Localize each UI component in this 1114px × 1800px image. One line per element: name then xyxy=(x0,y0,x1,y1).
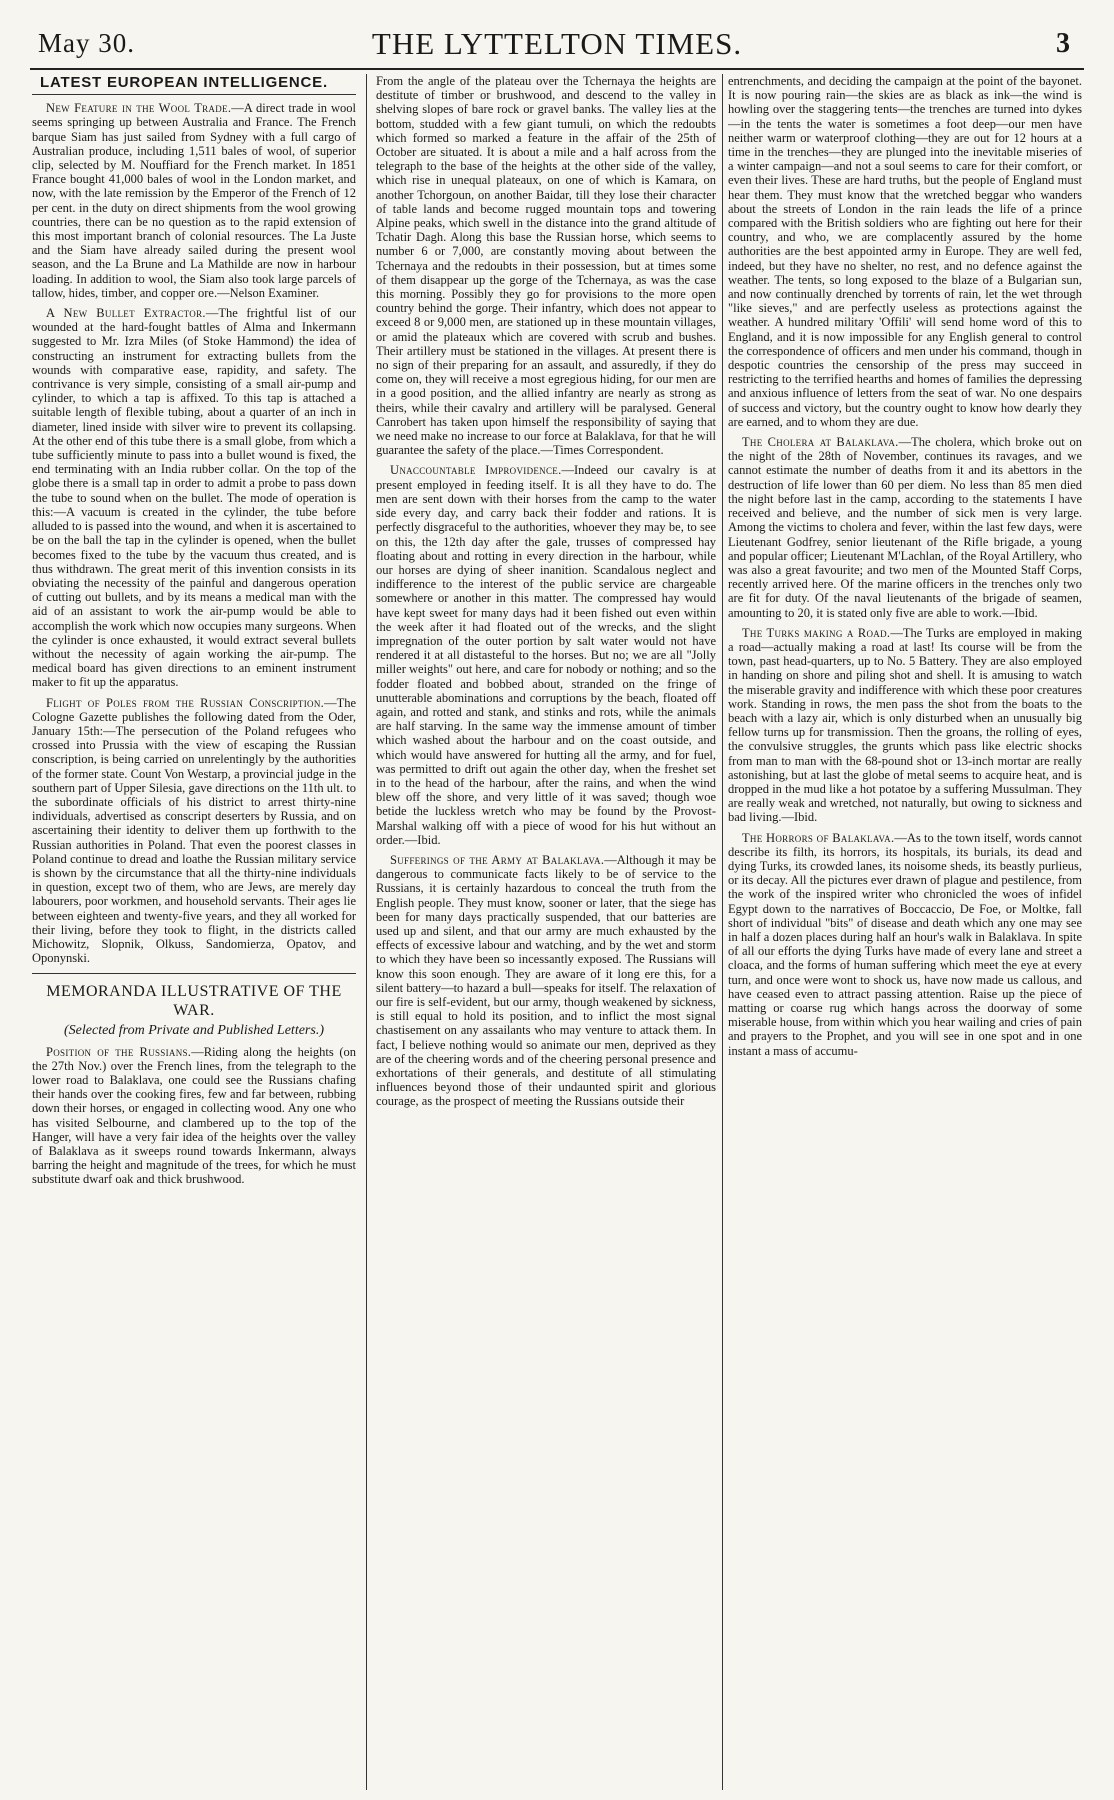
article-flight-of-poles xyxy=(32,696,356,966)
article-lead: The Horrors of Balaklava. xyxy=(742,830,895,845)
article-body: —A direct trade in wool seems springing up between Australia and France. The French barque Siam has just sailed from Sydney with a full cargo of Australian produce, including 1,511 bales of wool, of superior clip, selected by M. Nouffiard for the French market. In 1851 France bought 41,000 bales of wool in the London market, and now, with the late remission by the Emperor of the French of 12 per cent. in the duty on direct shipments from the wool growing countries, there can be no question as to the rapid extension of this most important branch of colonial resources. The La Juste and the Siam have already sailed during the present wool season, and the La Brune and La Mathilde are now in harbour loading. In addition to wool, the Siam also took large parcels of tallow, hides, timber, and copper ore.—Nelson Examiner. xyxy=(32,101,356,300)
article-wool-trade xyxy=(32,101,356,300)
column-1 xyxy=(32,74,356,1790)
article-improvidence xyxy=(376,463,716,846)
column-2 xyxy=(376,74,716,1790)
article-lead: Sufferings of the Army at Balaklava. xyxy=(390,852,605,867)
article-sufferings xyxy=(376,853,716,1109)
column-3 xyxy=(728,74,1082,1790)
heading-rule xyxy=(32,94,356,95)
newspaper-title: THE LYTTELTON TIMES. xyxy=(371,26,743,61)
article-body: —As to the town itself, words cannot describe its filth, its horrors, its hospitals, its burials, its dead and dying Turks, its crowded lanes, its noisome sheds, its beastly purlieus, or its decay. All the pictures ever drawn of plague and pestilence, from the work of the inspired writer who chronicled the woes of infidel Egypt down to the narratives of Boccaccio, De Foe, or Moltke, fall short of individual "bits" of disease and death which any one may see in half a dozen places during half an hour's walk in Balaklava. In spite of all our efforts the dying Turks have made of every lane and street a cloaca, and the forms of human suffering which meet the eye at every turn, and once were wont to shock us, have now made us callous, and have ceased even to attract passing attention. Raise up the piece of matting or coarse rug which hangs across the doorway of some miserable house, from within which you hear wailing and cries of pain and prayers to the Prophet, and you will see in one spot and in one instant a mass of accumu- xyxy=(728,830,1082,1058)
article-lead: The Cholera at Balaklava. xyxy=(742,435,899,450)
memoranda-title: MEMORANDA ILLUSTRATIVE OF THE WAR. xyxy=(46,983,342,1020)
article-body: —Riding along the heights (on the 27th Nov.) over the French lines, from the telegraph to the lower road to Balaklava, one could see the Russians chafing their hands over the cooking fires, few and far between, rubbing down their horses, or engaged in collecting wood. Any one who has visited Selbourne, and clambered up to the top of the Hanger, will have a very fair idea of the heights over the valley of Balaklava as it sweeps round towards Inkermann, always barring the height and magnitude of the trees, for which he must substitute dwarf oak and thick brushwood. xyxy=(32,1044,356,1187)
article-body: —The frightful list of our wounded at the hard-fought battles of Alma and Inkermann suggested to Mr. Izra Miles (of Stoke Hammond) the idea of constructing an instrument for extracting bullets from the wounds with comparative ease, rapidity, and safety. The contrivance is very simple, consisting of a small air-pump and cylinder, to which a tap is affixed. To this tap is attached a suitable length of flexible tubing, about a quarter of an inch in diameter, lined inside with silver wire to prevent its collapsing. At the other end of this tube there is a small globe, from which a tube sufficiently minute to pass into a bullet wound is fixed, the end terminating with an India rubber collar. On the top of the globe there is a small tap in order to admit a probe to pass down the tube to sound when on the bullet. The mode of operation is this:—A vacuum is created in the cylinder, the tube before alluded to is passed into the wound, and when it is ascertained to be on the ball the tap in the cylinder is opened, when the bullet becomes fixed to the tube by the vacuum thus created, and is thus withdrawn. The great merit of this invention consists in its obviating the necessity of the painful and dangerous operation of cutting out bullets, and by its means a medical man with the aid of an assistant to work the air-pump would be able to accomplish the work which now occupies many surgeons. When the cylinder is once exhausted, it would extract several bullets without the necessity of again working the air-pump. The medical board has given directions to an eminent instrument maker to fit up the apparatus. xyxy=(32,306,356,690)
section-heading: LATEST EUROPEAN INTELLIGENCE. xyxy=(40,74,328,91)
article-body: —The cholera, which broke out on the night of the 28th of November, continues its ravages, and we cannot estimate the number of deaths from it and its abettors in the destruction of life lower than 60 per diem. No less than 85 men died the night before last in the camp, according to the statements I have received and believe, and the number of sick men is very large. Among the victims to cholera and fever, within the last few days, were Lieutenant Godfrey, senior lieutenant of the Rifle brigade, a young and popular officer; Lieutenant M'Lachlan, of the Royal Artillery, who was also a great favourite; and two men of the Mounted Staff Corps, recently arrived here. Of the marine officers in the trenches only two are fit for duty. Of the naval lieutenants of the brigade of seamen, amounting to 20, it is stated only five are able to work.—Ibid. xyxy=(728,435,1082,620)
article-lead: Position of the Russians. xyxy=(46,1044,192,1059)
article-turks-road xyxy=(728,626,1082,825)
section-rule xyxy=(32,973,356,974)
article-body: —Although it may be dangerous to communicate facts likely to be of service to the Russians, it is certainly hazardous to conceal the truth from the English people. They must know, sooner or later, that the siege has been for many days practically suspended, that our batteries are used up and silent, and that our army are much exhausted by the effects of excessive labour and watching, and by the wet and storm to which they have been so incessantly exposed. The Russians will know this soon enough. They are aware of it long ere this, for a silent battery—to hazard a bull—speaks for itself. The relaxation of our fire is self-evident, but our army, though weakened by sickness, is still equal to hold its position, and to inflict the most signal chastisement on any assailants who may venture to attack them. In fact, I believe nothing would so animate our men, deprived as they are of the cheering words and of the cheering personal presence and exhortations of their generals, and destitute of all stimulating influences beyond those of their undaunted spirit and glorious courage, as the prospect of meeting the Russians outside their xyxy=(376,852,716,1109)
article-lead: Flight of Poles from the Russian Conscription. xyxy=(46,695,325,710)
article-position-continued: From the angle of the plateau over the Tchernaya the heights are destitute of timber or brushwood, and descend to the valley in shelving slopes of bare rock or gravel banks. The valley lies at the bottom, studded with a few giant tumuli, on which the redoubts which formed so marked a feature in the affair of the 25th of October are situated. It is about a mile and a half across from the telegraph to the base of the heights at the other side of the valley, which rise in unequal plateaux, on one of which is Kamara, on another Tchorgoun, on another Baidar, till they lose their character of table lands and become rugged mountain tops and towering Alpine peaks, which swell in the distance into the grand altitude of Tchatir Dagh. Along this base the Russian horse, which seems to number 6 or 7,000, are constantly moving about between the Tchernaya and the redoubts in their possession, but at times some of them disappear up the gorge of the Tchernaya, as was the case this morning. Possibly they go for provisions to the more open country behind the gorge. Their infantry, which does not appear to exceed 8 or 9,000 men, are stationed up in these mountain villages, or amid the plateaux which are covered with scrub and bushes. Their artillery must be stationed in the villages. At present there is no sign of their preparing for an assault, and assuredly, if they do come on, they will receive a most egregious hiding, for our men are in a good position, and the allied infantry are nearly as strong as theirs, while their cavalry and artillery will be paralysed. General Canrobert has taken upon himself the responsibility of saying that we need make no increase to our force at Balaklava, for that he will guarantee the safety of the place.—Times Correspondent. xyxy=(376,74,716,458)
issue-date: May 30. xyxy=(38,28,135,58)
article-lead: Unaccountable Improvidence. xyxy=(390,463,562,478)
article-bullet-extractor xyxy=(32,306,356,689)
article-sufferings-continued: entrenchments, and deciding the campaign at the point of the bayonet. It is now pouring rain—the skies are as black as ink—the wind is howling over the staggering tents—the trenches are turned into dykes—in the tents the water is sometimes a foot deep—our men have neither warm or waterproof clothing—they are out for 12 hours at a time in the trenches—they are plunged into the inevitable miseries of a winter campaign—and not a soul seems to care for their comfort, or even their lives. These are hard truths, but the people of England must hear them. They must know that the wretched beggar who wanders about the streets of London in the rain leads the life of a prince compared with the British soldiers who are fighting out here for their country, and who, we are complacently assured by the home authorities are the best appointed army in Europe. They are well fed, indeed, but they have no shelter, no rest, and no defence against the weather. The tents, so long exposed to the blaze of a Bulgarian sun, and now continually drenched by torrents of rain, let the wet through "like sieves," and are perfectly useless as protections against the weather. A hundred military 'Offili' will send home word of this to England, and it is now impossible for any English general to control the correspondence of officers and men under his command, though in despotic countries the censorship of the press may succeed in restricting to the terrified hearths and homes of families the depressing and anxious influence of letters from the seat of war. No one despairs of success and victory, but the country ought to know how dearly they are earned, and to whom they are due. xyxy=(728,74,1082,429)
article-horrors xyxy=(728,831,1082,1058)
article-body: —The Cologne Gazette publishes the following dated from the Oder, January 15th:—The persecution of the Poland refugees who crossed into Prussia with the view of escaping the Russian conscription, is being carried on unrelentingly by the authorities of the former state. Count Von Westarp, a provincial judge in the southern part of Upper Silesia, gave directions on the 11th ult. to the subordinate officials of his district to arrest thirty-nine individuals, advertised as conscript deserters by Russia, and on ascertaining their identity to deliver them up forthwith to the Russian authorities in Poland. That even the poorest classes in Poland continue to dread and loathe the Russian military service is shown by the circumstance that all the thirty-nine individuals in question, except two of them, who are Jews, are merely day labourers, poor workmen, and household servants. Their ages lie between eighteen and twenty-five years, and they all worked for their living, before they took to flight, in the districts called Michowitz, Slopnik, Olkuss, Sandomierza, Opatov, and Oponynski. xyxy=(32,695,356,966)
page-number: 3 xyxy=(1056,28,1070,59)
article-lead: The Turks making a Road. xyxy=(742,625,891,640)
article-lead: New Feature in the Wool Trade. xyxy=(46,101,232,116)
column-rule xyxy=(366,74,367,1790)
masthead xyxy=(30,22,1084,70)
article-position-of-russians xyxy=(32,1045,356,1187)
article-body: —Indeed our cavalry is at present employed in feeding itself. It is all they have to do. The men are sent down with their horses from the camp to the water side every day, and carry back their fodder and rations. It is perfectly disgraceful to the authorities, whoever they may be, to see on this, the 12th day after the gale, trusses of compressed hay floating about and rotting in every direction in the harbour, while our horses are dying of sheer inanition. Scandalous neglect and indifference to the interest of the public service are chargeable somewhere or another in this matter. The compressed hay would have kept sweet for many days had it been fished out even within the week after it had floated out of the wrecks, and the slight impregnation of the outer portion by salt water would not have rendered it at all distasteful to the horses. But no; we are all "Jolly miller weights" out here, and care for nobody or nothing; and so the fodder floated and bobbed about, stranded on the fringe of unutterable abominations and corruptions by the beach, floated off again, and rotted and stank, and stinks and rots, while the animals are half starving. In the same way the immense amount of timber which washed about the harbour and on the coast outside, and which would have answered for hutting all the army, and for fuel, was permitted to drift out again the other day, when the freshet set in to the head of the harbour, after the rains, and when the wind blew off the shore, and very little of it was saved; though woe betide the luckless wretch who may be found by the Provost-Marshal walking off with a piece of wood for his hut without an order.—Ibid. xyxy=(376,463,716,847)
article-cholera xyxy=(728,435,1082,620)
article-body: —The Turks are employed in making a road—actually making a road at last! Its course will be from the town, past head-quarters, up to No. 5 Battery. They are also employed in handing on shore and piling shot and shell. It is amusing to watch the miserable gravity and indifference with which these poor creatures work. Standing in rows, the men pass the shot from the boats to the beach with a lazy air, which is only disturbed when an unusually big fellow turns up for transmission. Then the groans, the rolling of eyes, the convulsive struggles, the grunts which pass like electric shocks from man to man with the 68-pound shot or 13-inch mortar are really astonishing, but at last the globe of metal seems to acquire heat, and is dropped in the mud like a hot potatoe by a suffering Mussulman. They are really weak and wretched, not naturally, but owing to sickness and bad living.—Ibid. xyxy=(728,625,1082,825)
memoranda-subtitle: (Selected from Private and Published Letters.) xyxy=(64,1023,324,1039)
column-rule xyxy=(722,74,723,1790)
article-lead: A New Bullet Extractor. xyxy=(46,306,206,321)
